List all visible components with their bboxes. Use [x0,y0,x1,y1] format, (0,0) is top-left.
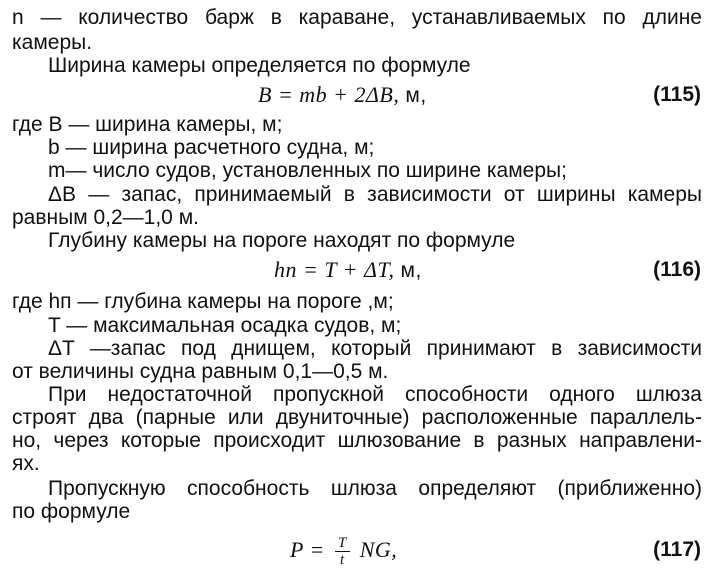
formula-116 [0,255,711,285]
text-line: b — ширина расчетного судна, м; [48,136,375,159]
text-line: T — максимальная осадка судов, м; [48,314,402,337]
formula-115 [0,80,711,110]
text-line: При недостаточной пропускной способности одного шлюза [48,383,702,406]
text-line: по формуле [12,500,131,523]
formula-lhs: P = [290,537,325,562]
text-line: равным 0,2—1,0 м. [12,206,199,229]
text-line: ях. [12,452,40,475]
text-line: строят два (парные или двуниточные) расположенные параллель- [12,406,702,429]
text-line: Ширина камеры определяется по формуле [48,54,471,77]
text-line: где hп — глубина камеры на пороге ,м; [12,290,394,313]
text-line: от величины судна равным 0,1—0,5 м. [12,360,389,383]
formula-expression-text: hп = T + ΔT, [274,257,395,282]
formula-117 [0,532,711,568]
formula-unit: м, [405,84,427,107]
formula-expression [258,80,427,111]
text-line: но, через которые происходит шлюзование в разных направлени- [12,429,702,452]
text-line: Пропускную способность шлюза определяют (приближенно) [48,477,702,500]
text-line: где B — ширина камеры, м; [12,113,283,136]
text-line: ΔB — запас, принимаемый в зависимости от ширины камеры [48,183,702,206]
formula-number: (117) [653,538,701,561]
formula-unit: м, [400,259,422,282]
text-line: n — количество барж в караване, устанавливаемых по длине [12,6,702,29]
text-line: m— число судов, установленных по ширине камеры; [48,159,567,182]
formula-rhs: NG, [359,537,398,562]
formula-number: (115) [653,83,701,106]
text-line: Глубину камеры на пороге находят по формуле [48,229,516,252]
formula-fraction [335,535,350,568]
formula-number: (116) [653,258,701,281]
text-line: ΔT —запас под днищем, который принимают в зависимости [48,337,702,360]
text-line: камеры. [12,31,93,54]
fraction-numerator: T [335,535,350,552]
formula-expression [290,532,397,568]
fraction-denominator: t [339,552,345,569]
formula-expression [274,255,422,286]
formula-expression-text: B = mb + 2ΔB, [258,82,400,107]
